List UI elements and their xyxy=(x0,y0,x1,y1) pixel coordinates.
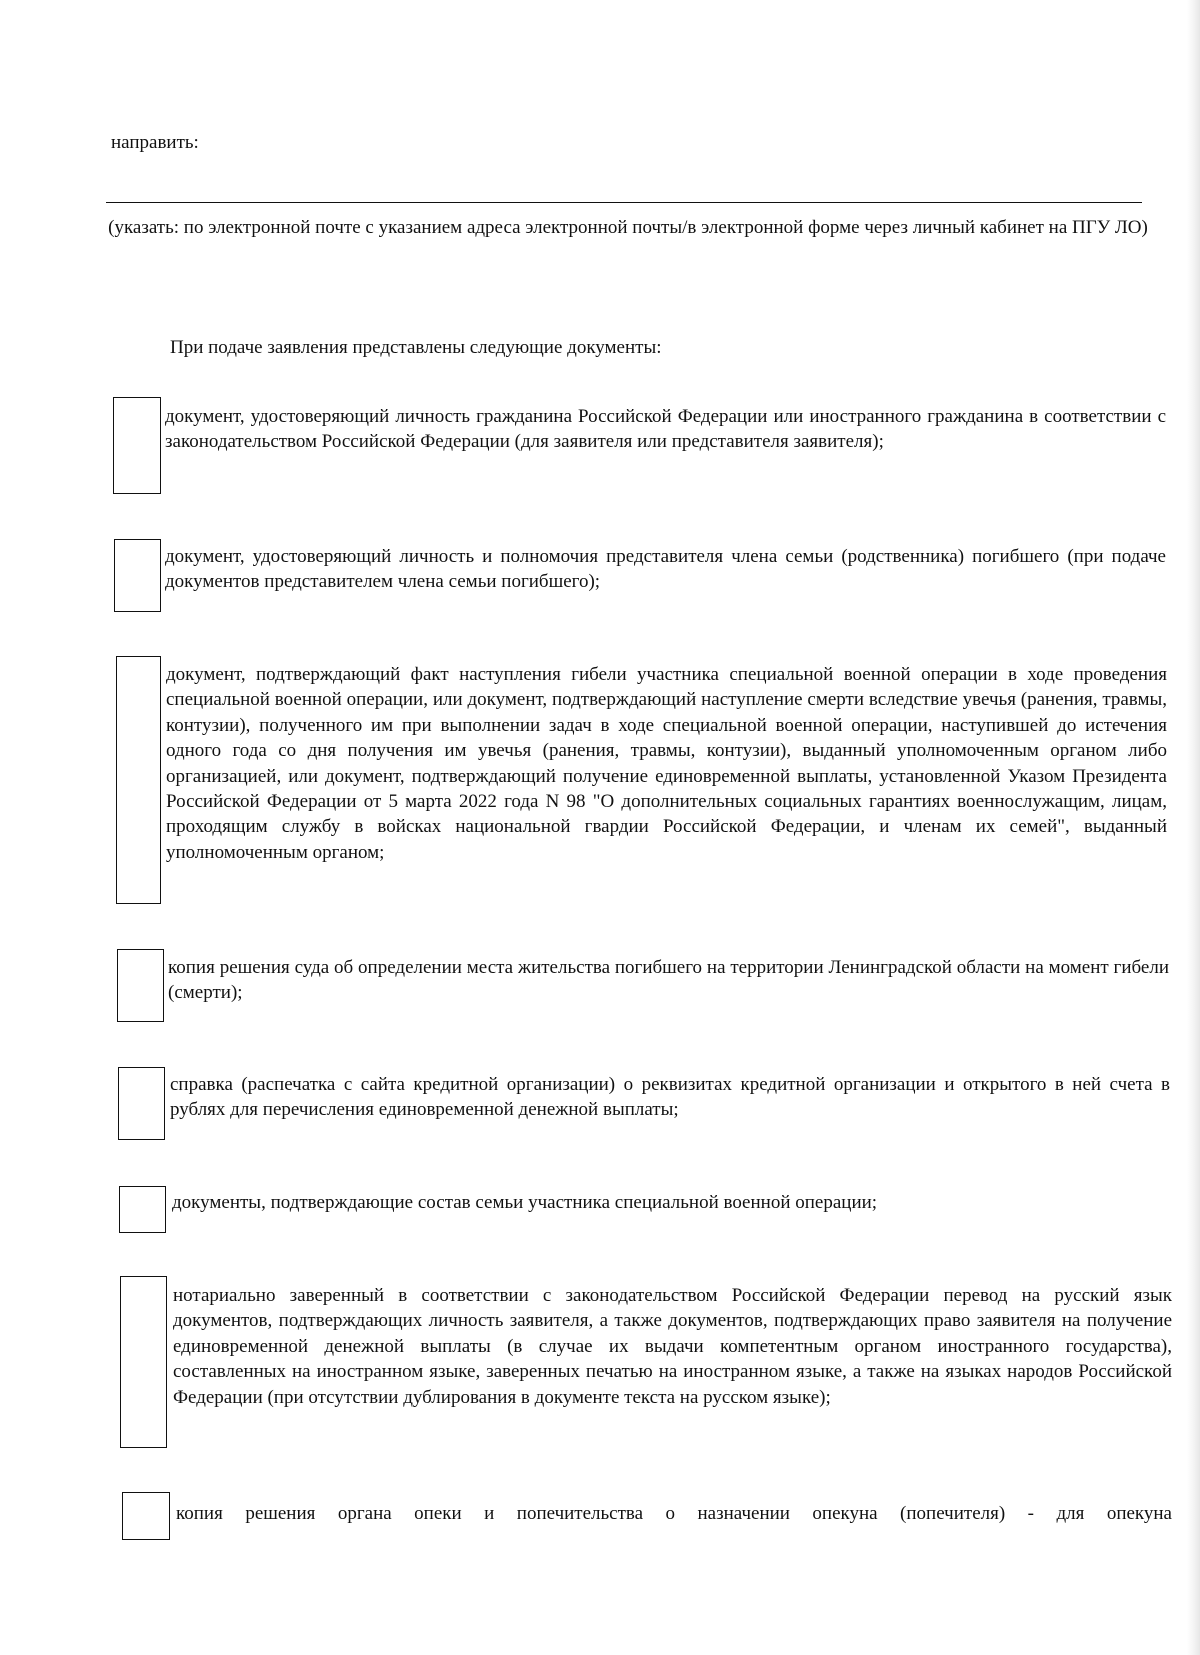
document-text-bank-details: справка (распечатка с сайта кредитной организации) о реквизитах кредитной организации и открытого в ней счета в рублях для перечисления единовременной денежной выплаты; xyxy=(170,1074,1170,1121)
document-text-translation: нотариально заверенный в соответствии с законодательством Российской Федерации перевод на русский язык документов, подтверждающих личность заявителя, а также документов, подтверждающих право заявителя на получение единовременной денежной выплаты (в случае их выдачи компетентным органом иностранного государства), составленных на иностранном языке, заверенных печатью на иностранном языке, а также на языках народов Российской Федерации (при отсутствии дублирования в документе текста на русском языке); xyxy=(173,1285,1172,1408)
checkbox-identity[interactable] xyxy=(113,397,161,494)
document-text-representative: документ, удостоверяющий личность и полномочия представителя члена семьи (родственника) погибшего (при подаче документов представителем члена семьи погибшего); xyxy=(165,546,1166,593)
checkbox-representative[interactable] xyxy=(114,539,161,612)
send-method-label: направить: xyxy=(111,132,199,153)
send-method-hint: (указать: по электронной почте с указанием адреса электронной почты/в электронной форме через личный кабинет на ПГУ ЛО) xyxy=(108,217,1148,238)
document-text-family-composition: документы, подтверждающие состав семьи участника специальной военной операции; xyxy=(172,1192,878,1213)
checkbox-guardianship[interactable] xyxy=(122,1492,170,1540)
checkbox-bank-details[interactable] xyxy=(118,1067,165,1140)
checkbox-family-composition[interactable] xyxy=(119,1186,166,1233)
send-method-field[interactable] xyxy=(106,202,1142,203)
scan-edge-shadow xyxy=(1187,0,1200,1655)
document-text-guardianship: копия решения органа опеки и попечительства о назначении опекуна (попечителя) - для опекуна xyxy=(176,1503,1172,1524)
checkbox-court-decision[interactable] xyxy=(117,949,164,1022)
document-text-death-proof: документ, подтверждающий факт наступления гибели участника специальной военной операции в ходе проведения специальной военной операции, или документ, подтверждающий наступление смерти вследствие увечья (ранения, травмы, контузии), полученного им при выполнении задач в ходе специальной военной операции, наступившей до истечения одного года со дня получения им увечья (ранения, травмы, контузии), выданный уполномоченным органом либо организацией, или документ, подтверждающий получение единовременной выплаты, установленной Указом Президента Российской Федерации от 5 марта 2022 года N 98 "О дополнительных социальных гарантиях военнослужащим, лицам, проходящим службу в войсках национальной гвардии Российской Федерации, и членам их семей", выданный уполномоченным органом; xyxy=(166,664,1167,863)
documents-heading: При подаче заявления представлены следующие документы: xyxy=(170,337,662,358)
document-text-identity: документ, удостоверяющий личность гражданина Российской Федерации или иностранного гражданина в соответствии с законодательством Российской Федерации (для заявителя или представителя заявителя); xyxy=(165,406,1166,453)
document-text-court-decision: копия решения суда об определении места жительства погибшего на территории Ленинградской области на момент гибели (смерти); xyxy=(168,957,1169,1004)
checkbox-translation[interactable] xyxy=(120,1276,167,1448)
checkbox-death-proof[interactable] xyxy=(116,656,161,904)
